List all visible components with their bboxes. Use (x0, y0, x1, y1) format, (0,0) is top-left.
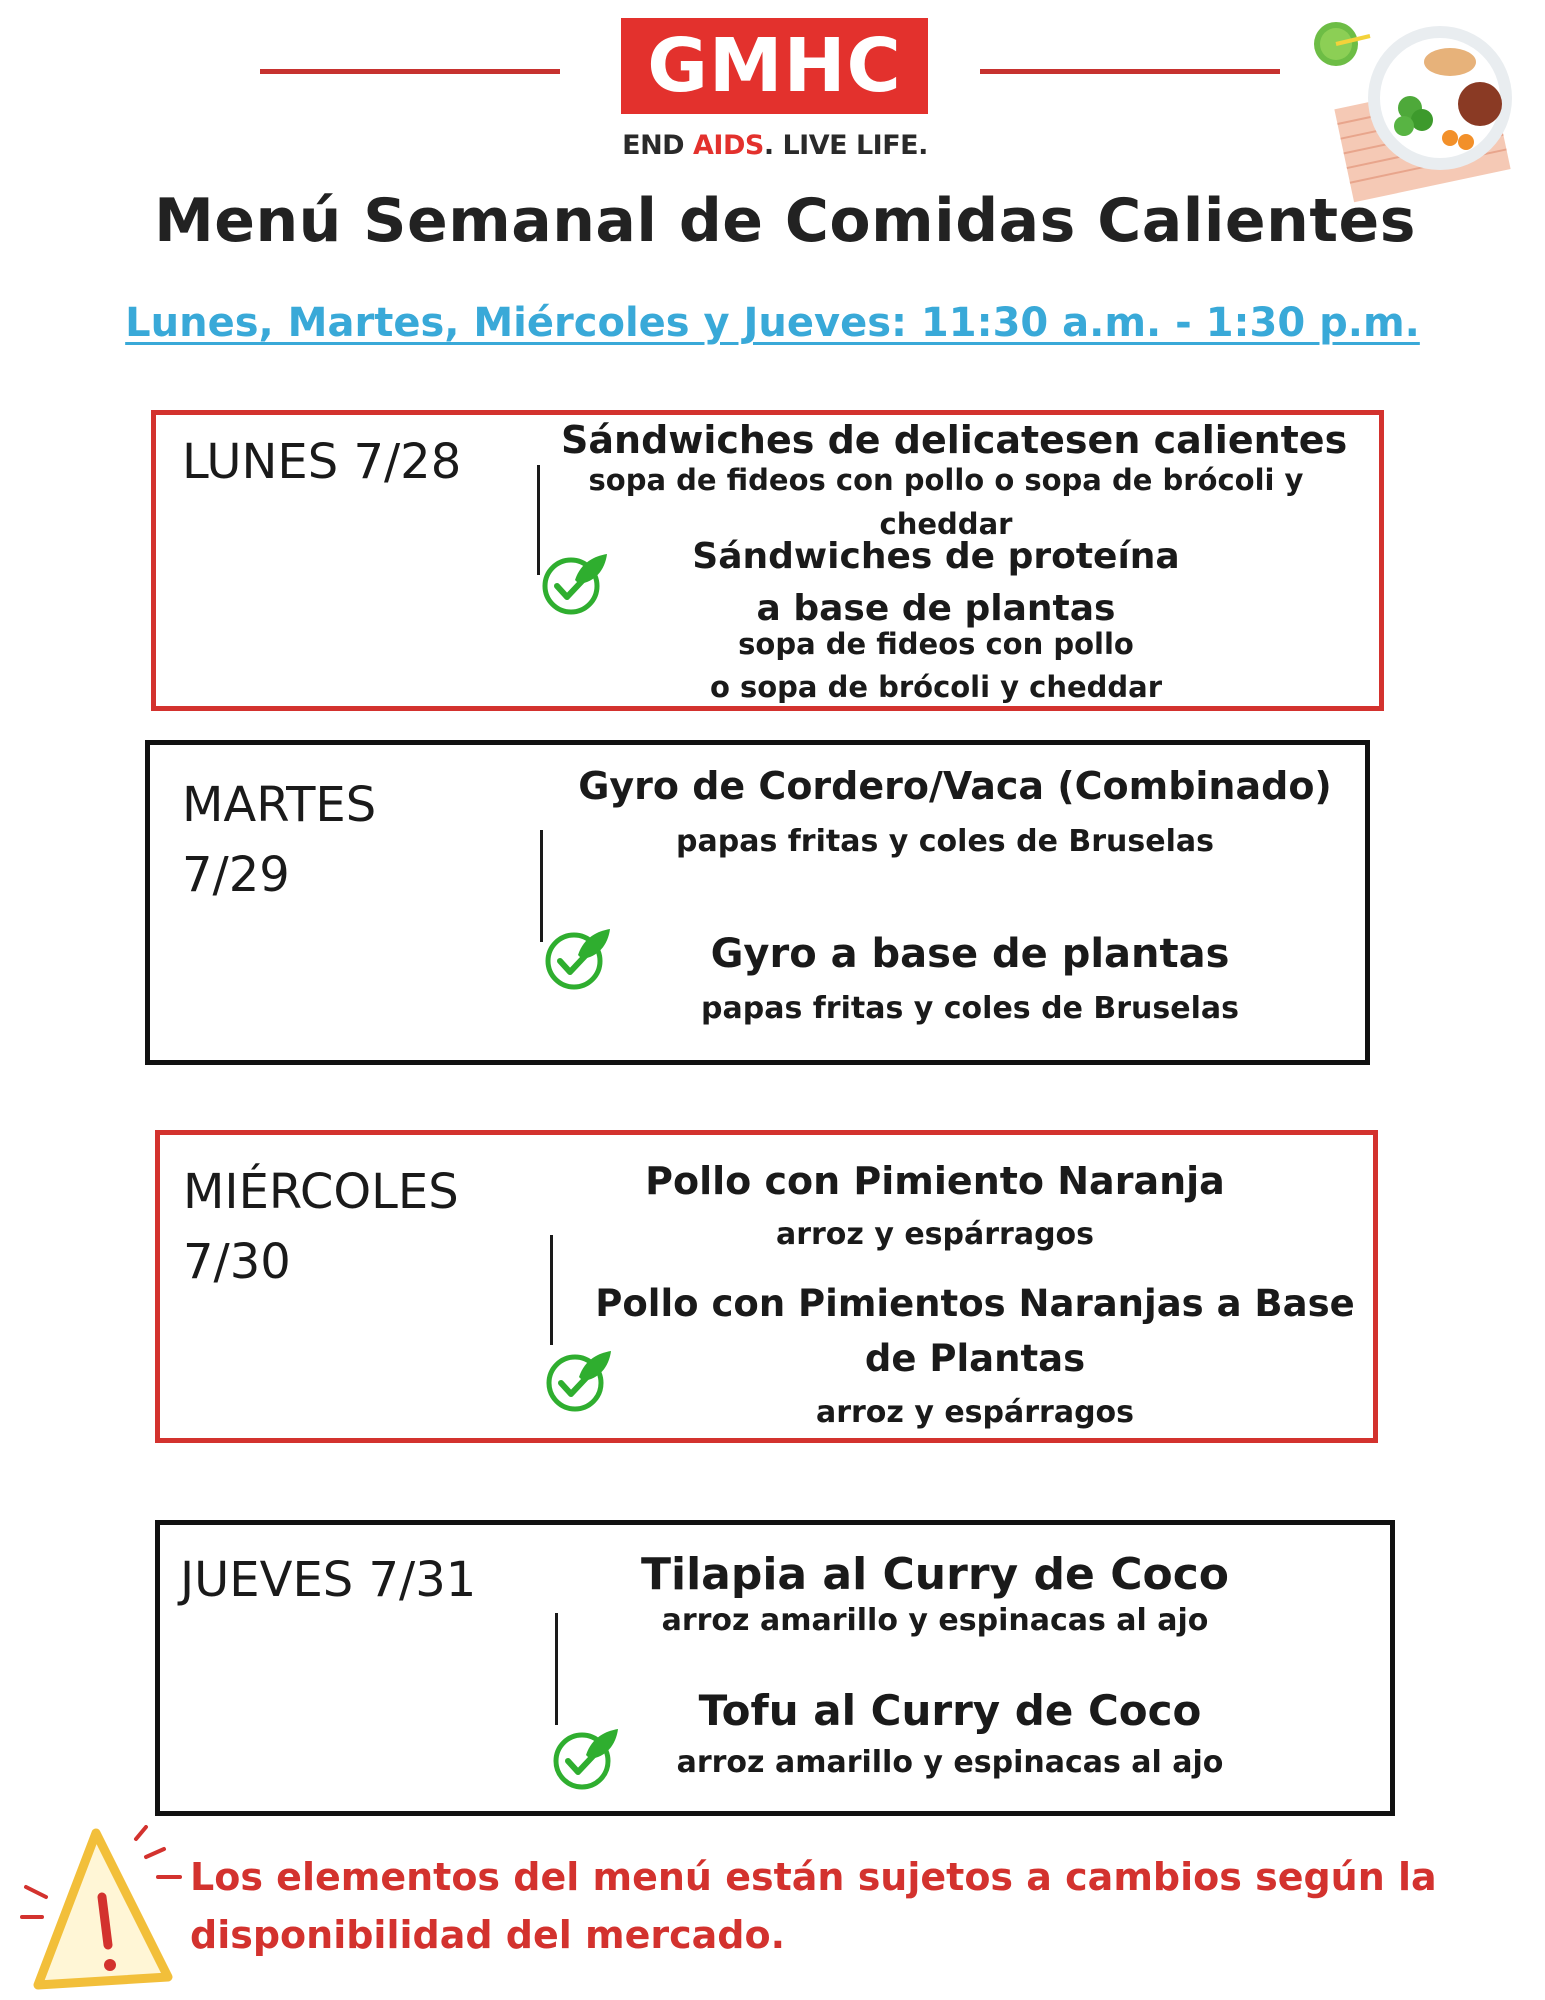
warning-icon (18, 1825, 188, 1995)
divider (550, 1235, 553, 1345)
vegan-dish-line2: de Plantas (864, 1337, 1086, 1380)
vegan-side: arroz amarillo y espinacas al ajo (676, 1745, 1224, 1780)
day-card-monday (151, 410, 1384, 711)
availability-notice (190, 1848, 1520, 1964)
header-line-right (980, 69, 1280, 74)
day-label-date: 7/30 (183, 1234, 291, 1290)
side-dish: arroz amarillo y espinacas al ajo (661, 1603, 1209, 1638)
vegan-dish-line1: Pollo con Pimientos Naranjas a Base (595, 1282, 1355, 1325)
main-dish: Tilapia al Curry de Coco (640, 1549, 1230, 1600)
vegan-dish-line2: a base de plantas (756, 588, 1116, 629)
day-label: MIÉRCOLES (183, 1164, 459, 1220)
vegan-side-line2: o sopa de brócoli y cheddar (709, 670, 1163, 704)
day-label: MARTES (182, 777, 377, 833)
day-label: JUEVES 7/31 (180, 1552, 477, 1608)
gmhc-logo (621, 18, 928, 114)
side-dish: papas fritas y coles de Bruselas (676, 824, 1214, 859)
vegan-side-line1: sopa de fideos con pollo (738, 627, 1134, 661)
vegan-side: arroz y espárragos (815, 1395, 1135, 1430)
day-label: LUNES 7/28 (182, 434, 462, 490)
vegan-side: papas fritas y coles de Bruselas (701, 991, 1239, 1026)
side-dish: arroz y espárragos (775, 1217, 1095, 1252)
notice-line1: Los elementos del menú están sujetos a cambios según la (190, 1855, 1437, 1899)
tagline-post: . LIVE LIFE. (763, 130, 928, 161)
main-dish: Sándwiches de delicatesen calientes (561, 418, 1348, 462)
day-card-thursday (155, 1520, 1395, 1816)
notice-line2: disponibilidad del mercado. (190, 1913, 786, 1957)
vegan-dish: Tofu al Curry de Coco (698, 1686, 1202, 1735)
header-line-left (260, 69, 560, 74)
vegan-dish-line1: Sándwiches de proteína (692, 536, 1180, 577)
tagline (560, 130, 990, 161)
side-dish-line1: sopa de fideos con pollo o sopa de brócoli y (588, 463, 1304, 497)
main-dish: Pollo con Pimiento Naranja (645, 1159, 1225, 1203)
day-card-tuesday (145, 740, 1370, 1065)
side-dish-line2: cheddar (879, 507, 1013, 541)
page-title: Menú Semanal de Comidas Calientes (154, 186, 1416, 256)
food-plate-icon (1300, 18, 1530, 208)
vegan-dish: Gyro a base de plantas (710, 931, 1230, 977)
main-dish: Gyro de Cordero/Vaca (Combinado) (578, 764, 1332, 808)
logo-text: GMHC (647, 23, 902, 109)
day-label-date: 7/29 (182, 847, 290, 903)
tagline-pre: END (622, 130, 685, 161)
divider (555, 1613, 558, 1725)
service-hours: Lunes, Martes, Miércoles y Jueves: 11:30 a.m. - 1:30 p.m. (125, 300, 1420, 346)
day-card-wednesday (155, 1130, 1378, 1443)
tagline-aids: AIDS (693, 130, 764, 161)
